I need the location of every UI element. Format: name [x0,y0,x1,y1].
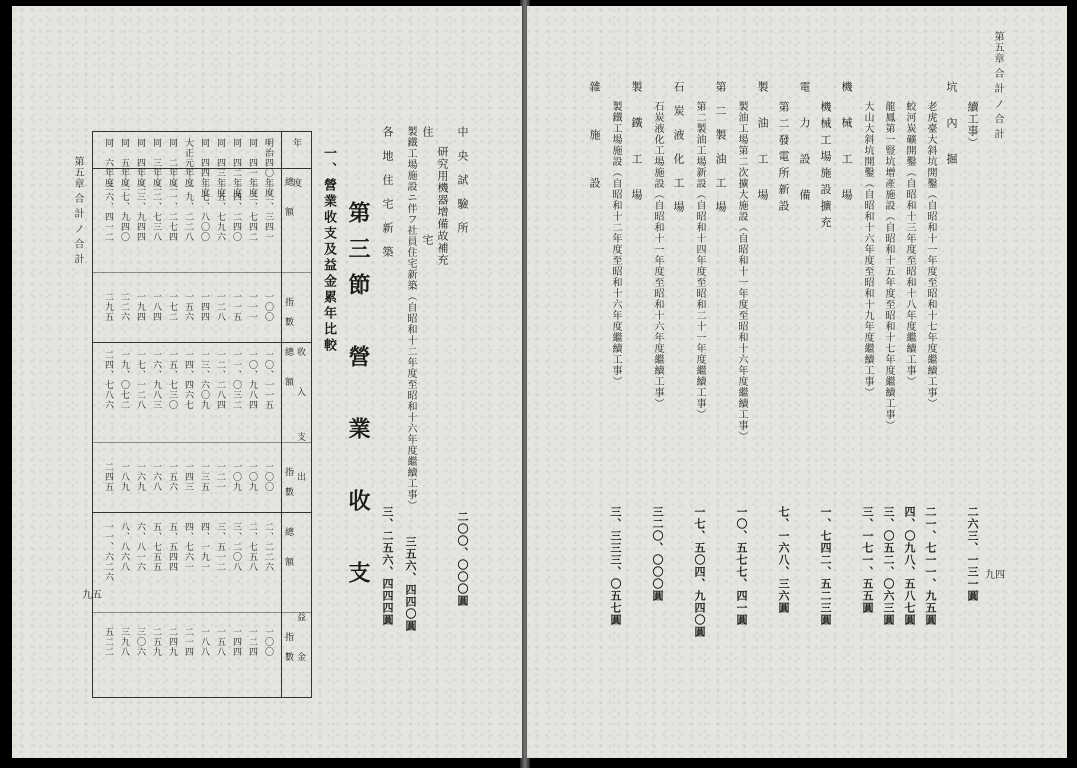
header-income-index: 指 數 [283,297,293,327]
left-page [12,6,522,758]
table-cell-income-idx: 二九五 [103,292,113,322]
project-amount: 四、〇九八、五八七圓 [903,506,916,626]
table-cell-income-idx: 一一五 [231,292,241,322]
table-cell-surplus: 四、一九一 [199,522,209,572]
table-cell-surplus-idx: 一〇〇 [263,627,273,657]
project-label: 石炭液化工場施設（自昭和十一年度至昭和十六年度繼續工事） [652,101,663,409]
row-year: 大正元年度 [183,138,193,188]
income-expense-table [92,131,312,698]
project-amount: 七、一六八、三六圓 [777,506,790,614]
table-cell-expense: 一三、六〇九 [199,350,209,410]
table-cell-surplus: 二、二二六 [263,522,273,572]
row-year: 明治四〇年度 [263,138,273,198]
project-label: 老虎臺大斜坑開鑿（自昭和十一年度至昭和十七年度繼續工事） [925,101,936,409]
category-heading: 石 炭 液 化 工 場 [672,81,685,213]
table-cell-expense-idx: 一〇九 [231,462,241,492]
table-cell-surplus: 二、七五八 [247,522,257,572]
table-cell-surplus-idx: 三九八 [119,627,129,657]
entry-label: 研究用機器增備故補充 [436,146,449,266]
project-amount: 三、一七一、五五圓 [861,506,874,614]
table-cell-expense-idx: 二四五 [103,462,113,492]
table-cell-expense: 一〇、九八四 [247,350,257,410]
header-income: 收 入 [295,347,305,397]
table-cell-income-idx: 二二六 [119,292,129,322]
table-cell-expense-idx: 一〇〇 [263,462,273,492]
category-heading: 製 鐵 工 場 [630,81,643,201]
project-amount: 三二〇、〇〇〇圓 [651,506,664,602]
table-cell-income: 三六、四一二 [103,182,113,242]
table-cell-surplus: 一一、六二六 [103,522,113,582]
header-surplus-index: 指 數 [283,632,293,662]
project-label: 續工事） [966,101,979,149]
table-cell-income: 一七、八〇〇 [199,182,209,242]
header-expense-total: 總 額 [283,347,293,387]
table-cell-expense-idx: 一二一 [215,462,225,492]
project-label: 製油工場第二次擴大施設（自昭和十一年度至昭和十六年度繼續工事） [736,101,747,442]
project-amount: 一、七四二、五二三圓 [819,506,832,626]
header-income-total: 總 額 [283,177,293,217]
entry-amount: 三、二五六、四四四圓 [381,506,394,626]
entry-amount: 三五六、四四〇圓 [404,536,417,632]
table-cell-income: 二七、九四〇 [119,182,129,242]
category-heading: 機 械 工 場 [840,81,853,201]
category-heading: 製 油 工 場 [756,81,769,201]
table-cell-expense-idx: 一六九 [135,462,145,492]
entry-amount: 二〇〇、〇〇〇圓 [456,511,469,607]
table-cell-income-idx: 一七二 [167,292,177,322]
table-cell-surplus-idx: 二五九 [151,627,161,657]
table-cell-income-idx: 一五六 [183,292,193,322]
table-cell-surplus: 三、五一二 [215,522,225,572]
table-cell-income-idx: 一一一 [247,292,257,322]
table-cell-income: 一三、七四二 [247,182,257,242]
table-cell-surplus: 六、八一六 [135,522,145,572]
entry-label: 中 央 試 驗 所 [456,126,469,234]
table-cell-income-idx: 一九四 [135,292,145,322]
right-running-header: 第五章 合 計 ノ 合 計 [992,31,1003,140]
table-cell-expense-idx: 一五六 [167,462,177,492]
category-heading: 第 二 製 油 工 場 [714,81,727,213]
table-cell-surplus: 八、八六八 [119,522,129,572]
left-page-number: 九五 [82,590,102,601]
table-cell-expense-idx: 一六八 [151,462,161,492]
project-amount: 一〇、五七七、四一圓 [735,506,748,626]
right-page-number: 九四 [985,570,1005,581]
row-year: 同 四四年度 [199,138,209,198]
table-cell-income: 二二、七三八 [151,182,161,242]
table-cell-expense-idx: 一〇九 [247,462,257,492]
table-cell-surplus-idx: 一二四 [247,627,257,657]
entry-label: 各 地 住 宅 新 築 [381,126,394,258]
header-surplus-total: 總 額 [283,527,293,567]
header-expense: 支 出 [295,432,305,482]
category-heading: 坑 內 掘 [945,81,958,165]
row-year: 同 四一年度 [247,138,257,198]
table-cell-income-idx: 一四四 [199,292,209,322]
project-label: 龍鳳第一豎坑增產施設（自昭和十五年度至昭和十七年度繼續工事） [883,101,894,431]
table-cell-surplus-idx: 一四四 [231,627,241,657]
table-cell-income: 一四、二四〇 [231,182,241,242]
header-expense-index: 指 數 [283,467,293,497]
table-cell-expense: 一二、二八四 [215,350,225,410]
row-year: 同 六年度 [103,138,113,188]
table-cell-surplus-idx: 三〇六 [135,627,145,657]
table-cell-surplus: 四、七六一 [183,522,193,572]
project-label: 機 械 工 場 施 設 擴 充 [819,101,832,229]
row-year: 同 四三年度 [215,138,225,198]
table-cell-income: 二三、九四四 [135,182,145,242]
row-year: 同 三年度 [151,138,161,188]
table-cell-surplus: 三、二〇八 [231,522,241,572]
row-year: 同 二年度 [167,138,177,188]
table-cell-income-idx: 一八四 [151,292,161,322]
table-cell-expense-idx: 一四三 [183,462,193,492]
table-cell-expense: 一〇、一一五 [263,350,273,410]
table-cell-expense: 一七、一二八 [135,350,145,410]
table-cell-income-idx: 一〇〇 [263,292,273,322]
row-year: 同 五年度 [119,138,129,188]
project-amount: 二一、七一一、九五圓 [924,506,937,626]
project-label: 蛟河炭礦開鑿（自昭和十三年度至昭和十八年度繼續工事） [904,101,915,387]
table-cell-expense: 一九、〇七二 [119,350,129,410]
table-cell-income: 一二、三四一 [263,182,273,242]
table-cell-surplus-idx: 五二二 [103,627,113,657]
row-year: 同 四二年度 [231,138,241,198]
table-cell-surplus-idx: 一五八 [215,627,225,657]
table-cell-income-idx: 一二八 [215,292,225,322]
project-amount: 三、三三三、〇五七圓 [609,506,622,626]
table-cell-surplus: 五、五四四 [167,522,177,572]
table-cell-expense: 一四、四六七 [183,350,193,410]
table-cell-income: 一九、二二八 [183,182,193,242]
table-cell-surplus-idx: 二四九 [167,627,177,657]
header-year: 年 度 [291,138,301,188]
table-cell-income: 二一、二七四 [167,182,177,242]
entry-label: 製鐵工場施設ニ伴フ社員住宅新築（自昭和十二年度至昭和十六年度繼續工事） [405,126,416,511]
table-cell-expense: 二四、七八六 [103,350,113,410]
table-cell-expense: 一六、九八三 [151,350,161,410]
project-label: 製鐵工場施設（自昭和十二年度至昭和十六年度繼續工事） [610,101,621,387]
right-page [527,6,1067,758]
project-label: 第二製油工場新設（自昭和十四年度至昭和二十一年度繼續工事） [694,101,705,420]
header-surplus: 益 金 [295,612,305,662]
table-cell-income: 一五、七九六 [215,182,225,242]
project-label: 第 二 發 電 所 新 設 [777,101,790,212]
entry-label: 住 宅 [421,126,434,246]
project-amount: 三、〇五二、〇六三圓 [882,506,895,626]
table-cell-surplus: 五、七五五 [151,522,161,572]
project-amount: 一七、五〇四、九四〇圓 [693,506,706,638]
table-cell-surplus-idx: 一八八 [199,627,209,657]
row-year: 同 四年度 [135,138,145,188]
left-running-header: 第五章 合 計 ノ 合 計 [72,156,83,265]
category-heading: 雜 施 設 [588,81,601,189]
table-cell-expense-idx: 一八九 [119,462,129,492]
table-cell-surplus-idx: 二一四 [183,627,193,657]
category-heading: 電 力 設 備 [798,81,811,201]
project-label: 大山大斜坑開鑿（自昭和十六年度至昭和十九年度繼續工事） [862,101,873,398]
project-amount: 二六三、一三一圓 [966,506,979,602]
table-cell-expense: 一五、七三〇 [167,350,177,410]
table-cell-expense-idx: 一三五 [199,462,209,492]
subsection-heading: 一、營業收支及益金累年比較 [321,146,336,354]
table-cell-expense: 一一、〇三二 [231,350,241,410]
section-heading: 第三節 營 業 收 支 [345,201,371,597]
